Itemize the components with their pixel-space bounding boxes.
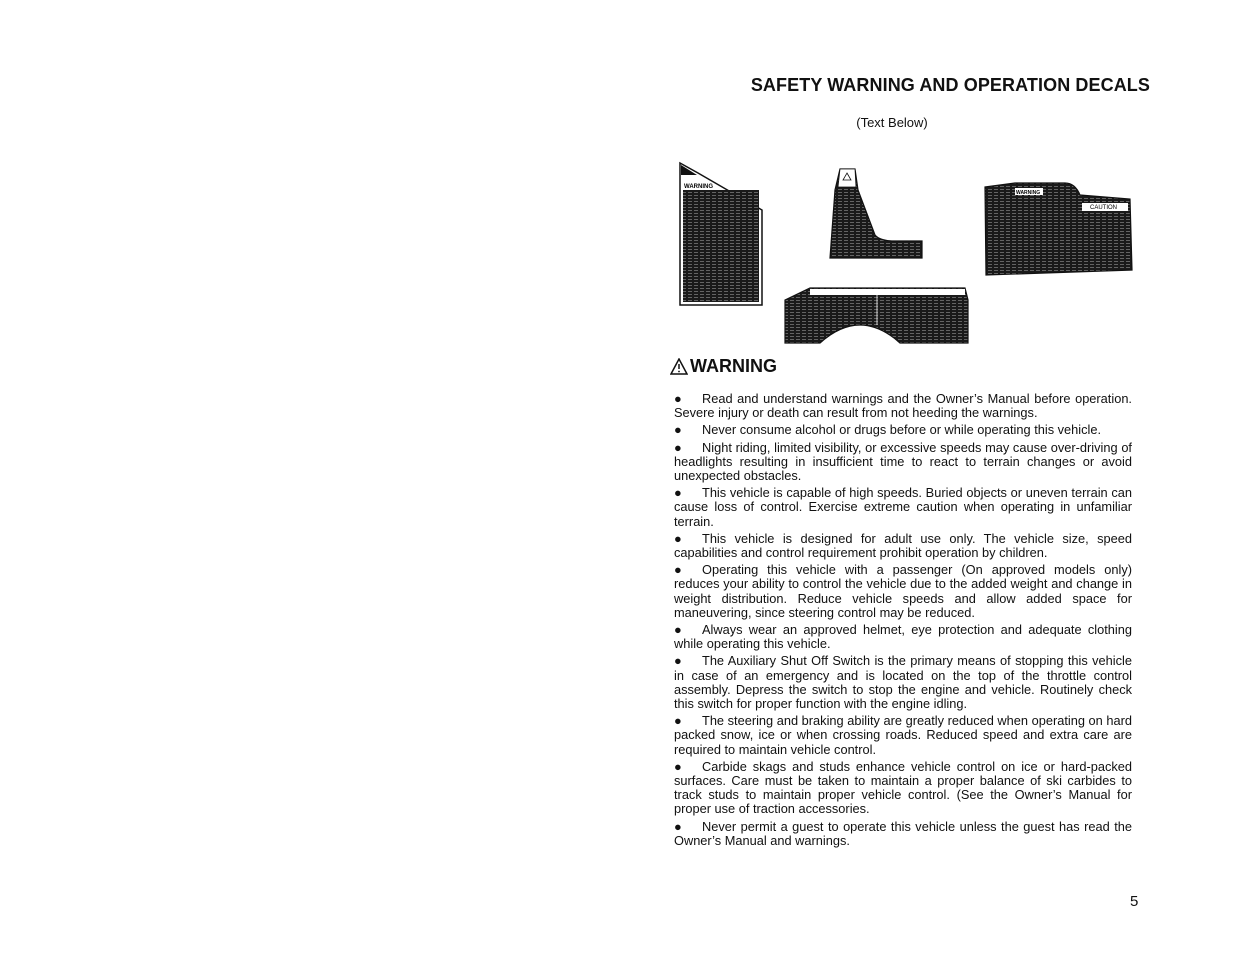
- list-item: ● This vehicle is designed for adult use only. The vehicle size, speed capabilities and control requirement prohibit operation by children.: [674, 530, 1132, 561]
- decal-warning-label: WARNING: [684, 184, 713, 190]
- warning-heading: [670, 356, 777, 377]
- list-item: ● Operating this vehicle with a passenger (On approved models only) reduces your ability to control the vehicle due to the added weight and change in weight distribution. Reduce vehicle speeds and allow added space for maneuvering, since steering control may be reduced.: [674, 562, 1132, 620]
- decal-caution-label: CAUTION: [1090, 205, 1117, 211]
- decal-warning-bottom: [785, 288, 968, 343]
- warning-triangle-icon: [670, 358, 688, 375]
- warning-heading-text: WARNING: [690, 356, 777, 376]
- list-item: ● Night riding, limited visibility, or excessive speeds may cause over-driving of headlights resulting in insufficient time to react to terrain changes or avoid unexpected obstacles.: [674, 439, 1132, 484]
- page-subtitle: (Text Below): [856, 115, 928, 130]
- list-item: ● This vehicle is capable of high speeds. Buried objects or uneven terrain can cause loss of control. Exercise extreme caution when operating in unfamiliar terrain.: [674, 485, 1132, 529]
- list-item: ● The steering and braking ability are greatly reduced when operating on hard packed snow, ice or when crossing roads. Reduced speed and extra care are required to maintain vehicle control.: [674, 713, 1132, 757]
- list-item: ● Read and understand warnings and the Owner’s Manual before operation. Severe injury or death can result from not heeding the warnings.: [674, 391, 1132, 421]
- list-item: ● Never permit a guest to operate this vehicle unless the guest has read the Owner’s Manual and warnings.: [674, 818, 1132, 848]
- decal-warning-curve: [830, 169, 922, 258]
- decals-illustration: [670, 155, 1140, 350]
- list-item: ● The Auxiliary Shut Off Switch is the primary means of stopping this vehicle in case of an emergency and is located on the top of the throttle control assembly. Depress the switch to stop the engine and vehicle. Routinely check this switch for proper function with the engine idling.: [674, 653, 1132, 712]
- page-number: 5: [1130, 893, 1139, 910]
- list-item: ● Never consume alcohol or drugs before or while operating this vehicle.: [674, 422, 1102, 438]
- decal-warning-tall: [680, 163, 762, 305]
- warning-list: [670, 392, 1132, 851]
- page-title: SAFETY WARNING AND OPERATION DECALS: [750, 75, 1150, 95]
- decal-warning-caution: [985, 183, 1132, 275]
- svg-text:WARNING: WARNING: [1016, 190, 1041, 196]
- list-item: ● Carbide skags and studs enhance vehicle control on ice or hard-packed surfaces. Care must be taken to maintain a proper balance of ski carbides to track studs to maintain proper vehicle control. (See the Owner’s Manual for proper use of traction accessories.: [674, 758, 1132, 817]
- list-item: ● Always wear an approved helmet, eye protection and adequate clothing while operating this vehicle.: [674, 622, 1132, 652]
